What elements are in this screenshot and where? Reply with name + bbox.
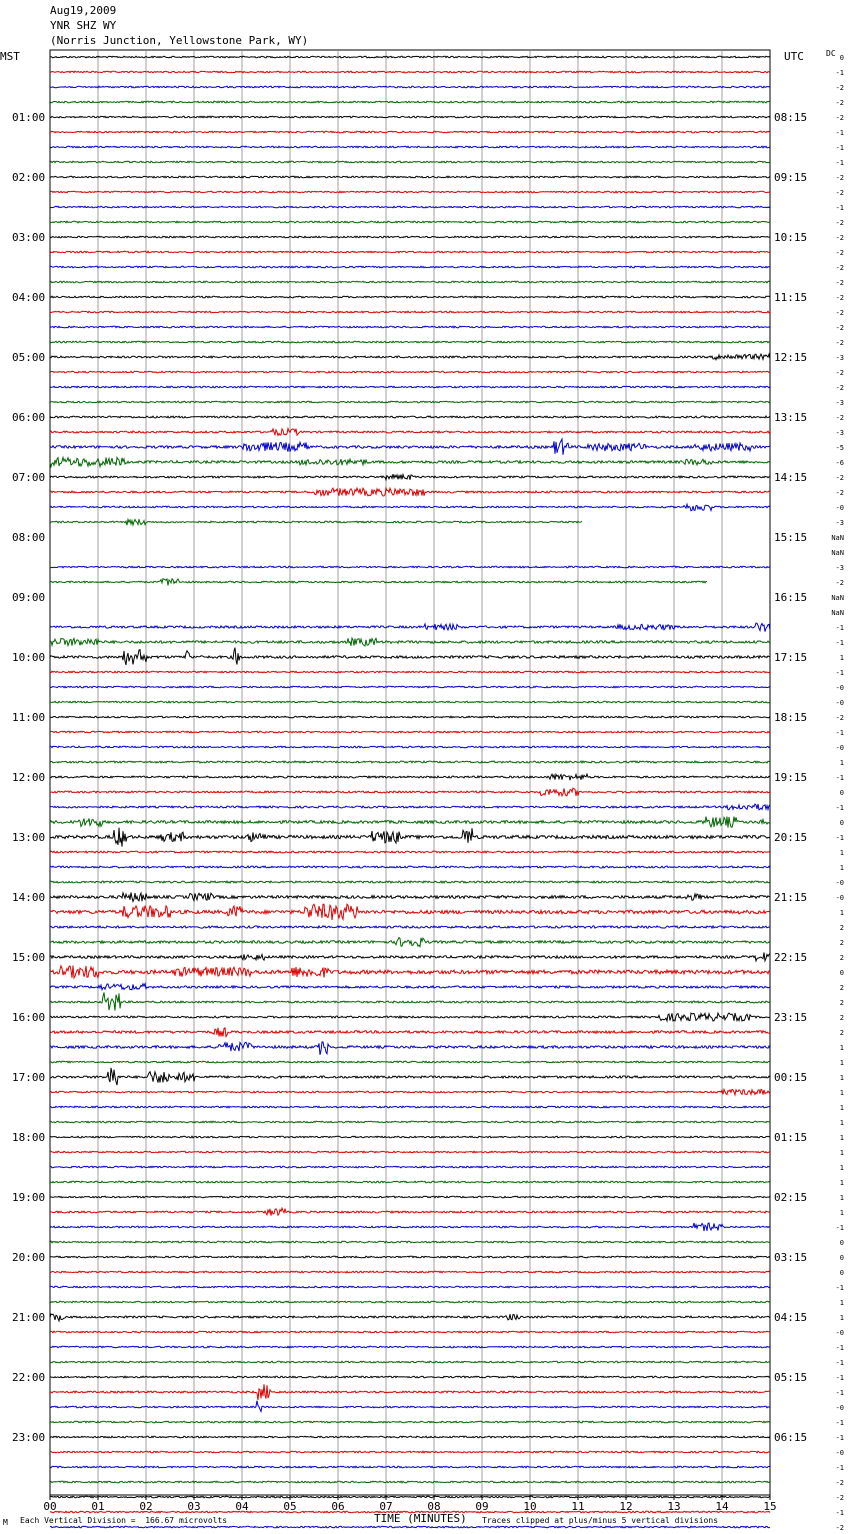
left-hour-label: 23:00 <box>12 1431 46 1444</box>
dc-offset-label: -0 <box>835 744 844 752</box>
dc-offset-label: 2 <box>839 999 844 1007</box>
dc-offset-label: 1 <box>839 1059 844 1067</box>
trace-line <box>50 984 770 990</box>
dc-offset-label: -1 <box>835 144 844 152</box>
dc-offset-label: -1 <box>835 639 844 647</box>
dc-offset-label: 1 <box>839 849 844 857</box>
dc-offset-label: 0 <box>839 789 844 797</box>
dc-offset-label: -1 <box>835 1389 844 1397</box>
right-hour-label: 10:15 <box>774 231 808 244</box>
corner-mark: M <box>3 1518 8 1527</box>
dc-offset-label: -0 <box>835 1329 844 1337</box>
trace-line <box>50 746 770 748</box>
trace-line <box>50 1013 770 1021</box>
trace-line <box>50 191 770 193</box>
trace-line <box>50 1208 770 1216</box>
left-hour-label: 07:00 <box>12 471 46 484</box>
trace-line <box>50 311 770 313</box>
left-hour-label: 09:00 <box>12 591 46 604</box>
trace-line <box>50 1496 770 1498</box>
trace-line <box>50 1314 770 1321</box>
dc-offset-label: -3 <box>835 399 844 407</box>
trace-line <box>50 1136 770 1138</box>
dc-offset-label: -3 <box>835 429 844 437</box>
dc-offset-label: 1 <box>839 654 844 662</box>
dc-offset-label: -1 <box>835 1224 844 1232</box>
trace-line <box>50 146 770 148</box>
dc-offset-label: -2 <box>835 1494 844 1502</box>
dc-offset-label: -2 <box>835 1524 844 1532</box>
x-tick-label: 06 <box>331 1500 345 1513</box>
right-hour-label: 03:15 <box>774 1251 808 1264</box>
left-hour-label: 01:00 <box>12 111 46 124</box>
trace-line <box>50 1466 770 1468</box>
trace-line <box>50 326 770 328</box>
x-tick-label: 15 <box>763 1500 777 1513</box>
right-hour-label: 13:15 <box>774 411 808 424</box>
x-tick-label: 03 <box>187 1500 201 1513</box>
dc-offset-label: 1 <box>839 759 844 767</box>
dc-offset-label: -1 <box>835 1344 844 1352</box>
x-tick-label: 13 <box>667 1500 681 1513</box>
trace-line <box>50 1286 770 1288</box>
clip-note: Traces clipped at plus/minus 5 vertical divisions <box>482 1516 719 1525</box>
trace-line <box>50 1256 770 1258</box>
left-hour-label: 12:00 <box>12 771 46 784</box>
dc-offset-label: NaN <box>831 534 844 542</box>
trace-line <box>50 1526 770 1528</box>
dc-offset-label: -2 <box>835 294 844 302</box>
dc-offset-label: 1 <box>839 1179 844 1187</box>
dc-offset-label: 2 <box>839 1014 844 1022</box>
right-hour-label: 00:15 <box>774 1071 808 1084</box>
dc-offset-label: -0 <box>835 1449 844 1457</box>
dc-offset-label: -2 <box>835 234 844 242</box>
trace-line <box>50 701 770 703</box>
left-hour-label: 20:00 <box>12 1251 46 1264</box>
dc-offset-label: 1 <box>839 1134 844 1142</box>
dc-offset-label: 1 <box>839 1119 844 1127</box>
dc-offset-label: NaN <box>831 549 844 557</box>
trace-line <box>50 828 770 847</box>
dc-offset-label: 2 <box>839 939 844 947</box>
dc-offset-label: -2 <box>835 369 844 377</box>
trace-line <box>50 966 770 978</box>
dc-offset-label: 1 <box>839 1209 844 1217</box>
dc-offset-label: -1 <box>835 1464 844 1472</box>
trace-line <box>50 371 770 373</box>
dc-offset-label: -5 <box>835 444 844 452</box>
dc-offset-label: 2 <box>839 954 844 962</box>
left-hour-label: 03:00 <box>12 231 46 244</box>
trace-line <box>50 788 770 796</box>
trace-line <box>50 386 770 388</box>
dc-offset-label: -0 <box>835 894 844 902</box>
trace-line <box>50 671 770 673</box>
trace-line <box>50 1384 770 1400</box>
dc-offset-label: -2 <box>835 249 844 257</box>
dc-offset-label: 0 <box>839 969 844 977</box>
trace-line <box>50 1151 770 1153</box>
trace-line <box>50 1166 770 1168</box>
left-hour-label: 13:00 <box>12 831 46 844</box>
x-tick-label: 05 <box>283 1500 297 1513</box>
trace-line <box>50 341 770 343</box>
right-hour-label: 17:15 <box>774 651 808 664</box>
dc-offset-label: -0 <box>835 504 844 512</box>
right-hour-label: 20:15 <box>774 831 808 844</box>
dc-offset-label: 0 <box>839 1239 844 1247</box>
dc-offset-label: -2 <box>835 264 844 272</box>
dc-offset-label: -3 <box>835 354 844 362</box>
trace-line <box>50 1068 770 1085</box>
x-tick-label: 14 <box>715 1500 729 1513</box>
dc-offset-label: -2 <box>835 1479 844 1487</box>
trace-line <box>50 354 770 360</box>
trace-line <box>50 101 770 103</box>
dc-offset-label: 1 <box>839 1299 844 1307</box>
left-hour-label: 21:00 <box>12 1311 46 1324</box>
trace-line <box>50 952 770 961</box>
dc-offset-label: -2 <box>835 279 844 287</box>
trace-line <box>50 86 770 88</box>
trace-line <box>50 1271 770 1273</box>
left-hour-label: 17:00 <box>12 1071 46 1084</box>
trace-line <box>50 623 770 632</box>
trace-line <box>50 504 770 511</box>
trace-line <box>50 1346 770 1348</box>
dc-offset-label: -1 <box>835 1419 844 1427</box>
trace-line <box>50 993 770 1011</box>
dc-offset-label: -0 <box>835 879 844 887</box>
dc-offset-label: 2 <box>839 1029 844 1037</box>
trace-line <box>50 116 770 118</box>
trace-line <box>50 236 770 238</box>
dc-offset-label: -1 <box>835 1509 844 1517</box>
trace-line <box>50 488 770 496</box>
trace-line <box>50 296 770 298</box>
right-hour-label: 02:15 <box>774 1191 808 1204</box>
dc-offset-label: -1 <box>835 159 844 167</box>
trace-line <box>50 131 770 133</box>
trace-line <box>50 926 770 928</box>
right-hour-label: 19:15 <box>774 771 808 784</box>
dc-offset-label: 1 <box>839 1164 844 1172</box>
date-label: Aug19,2009 <box>50 4 117 17</box>
x-tick-label: 11 <box>571 1500 585 1513</box>
trace-line <box>50 1061 770 1063</box>
trace-line <box>50 938 770 947</box>
trace-line <box>50 161 770 163</box>
left-hour-label: 06:00 <box>12 411 46 424</box>
trace-line <box>50 648 770 665</box>
dc-offset-label: -1 <box>835 669 844 677</box>
x-tick-label: 09 <box>475 1500 489 1513</box>
left-hour-label: 10:00 <box>12 651 46 664</box>
trace-line <box>50 804 770 810</box>
dc-offset-label: -2 <box>835 324 844 332</box>
trace-line <box>50 566 770 568</box>
dc-offset-label: 0 <box>839 1269 844 1277</box>
trace-line <box>50 893 770 902</box>
trace-line <box>50 716 770 718</box>
dc-offset-label: -2 <box>835 189 844 197</box>
left-hour-label: 11:00 <box>12 711 46 724</box>
dc-offset-label: 1 <box>839 1074 844 1082</box>
dc-offset-label: 2 <box>839 924 844 932</box>
x-tick-label: 07 <box>379 1500 393 1513</box>
x-tick-label: 04 <box>235 1500 249 1513</box>
left-hour-label: 15:00 <box>12 951 46 964</box>
trace-line <box>50 206 770 208</box>
left-hour-label: 08:00 <box>12 531 46 544</box>
trace-line <box>50 281 770 283</box>
x-tick-label: 02 <box>139 1500 153 1513</box>
left-hour-label: 19:00 <box>12 1191 46 1204</box>
right-hour-label: 18:15 <box>774 711 808 724</box>
right-hour-label: 06:15 <box>774 1431 808 1444</box>
right-hour-label: 22:15 <box>774 951 808 964</box>
trace-line <box>50 686 770 688</box>
dc-offset-label: -2 <box>835 84 844 92</box>
left-hour-label: 02:00 <box>12 171 46 184</box>
trace-line <box>50 176 770 178</box>
dc-offset-label: -2 <box>835 114 844 122</box>
trace-line <box>50 881 770 883</box>
dc-offset-label: -0 <box>835 699 844 707</box>
x-axis-title: TIME (MINUTES) <box>374 1512 467 1525</box>
trace-line <box>50 817 770 828</box>
x-tick-label: 00 <box>43 1500 57 1513</box>
left-hour-label: 18:00 <box>12 1131 46 1144</box>
dc-offset-label: 1 <box>839 909 844 917</box>
right-hour-label: 01:15 <box>774 1131 808 1144</box>
dc-offset-label: -2 <box>835 174 844 182</box>
dc-label: DC <box>826 49 836 58</box>
dc-offset-label: 1 <box>839 1149 844 1157</box>
right-hour-label: 04:15 <box>774 1311 808 1324</box>
trace-line <box>50 401 770 403</box>
dc-offset-label: -6 <box>835 459 844 467</box>
right-hour-label: 21:15 <box>774 891 808 904</box>
dc-offset-label: 1 <box>839 1314 844 1322</box>
trace-line <box>50 519 582 525</box>
trace-line <box>50 638 770 646</box>
right-hour-label: 09:15 <box>774 171 808 184</box>
trace-line <box>50 1223 770 1231</box>
dc-offset-label: -2 <box>835 339 844 347</box>
trace-line <box>50 1481 770 1483</box>
trace-line <box>50 71 770 73</box>
right-hour-label: 15:15 <box>774 531 808 544</box>
right-hour-label: 11:15 <box>774 291 808 304</box>
trace-line <box>50 429 770 436</box>
trace-line <box>50 1436 770 1438</box>
dc-offset-label: -1 <box>835 1284 844 1292</box>
dc-offset-label: -3 <box>835 564 844 572</box>
dc-offset-label: 1 <box>839 1194 844 1202</box>
dc-offset-label: -1 <box>835 1374 844 1382</box>
dc-offset-label: -2 <box>835 99 844 107</box>
x-tick-label: 01 <box>91 1500 105 1513</box>
trace-line <box>50 1121 770 1123</box>
trace-line <box>50 56 770 58</box>
scale-note: Each Vertical Division = 166.67 microvolts <box>20 1516 228 1525</box>
x-tick-label: 10 <box>523 1500 537 1513</box>
dc-offset-label: -1 <box>835 834 844 842</box>
dc-offset-label: 1 <box>839 1104 844 1112</box>
trace-line <box>50 731 770 733</box>
dc-offset-label: -2 <box>835 489 844 497</box>
dc-offset-label: 0 <box>839 1254 844 1262</box>
left-hour-label: 16:00 <box>12 1011 46 1024</box>
dc-offset-label: -2 <box>835 219 844 227</box>
dc-offset-label: -1 <box>835 1359 844 1367</box>
dc-offset-label: 0 <box>839 819 844 827</box>
dc-offset-label: -3 <box>835 519 844 527</box>
right-hour-label: 14:15 <box>774 471 808 484</box>
trace-line <box>50 851 770 853</box>
trace-line <box>50 1042 770 1055</box>
dc-offset-label: -1 <box>835 1434 844 1442</box>
trace-line <box>50 761 770 763</box>
trace-line <box>50 221 770 223</box>
dc-offset-label: -2 <box>835 474 844 482</box>
dc-offset-label: 1 <box>839 1089 844 1097</box>
dc-offset-label: -2 <box>835 714 844 722</box>
trace-line <box>50 1301 770 1303</box>
left-hour-label: 22:00 <box>12 1371 46 1384</box>
trace-line <box>50 1421 770 1423</box>
trace-line <box>50 251 770 253</box>
dc-offset-label: 1 <box>839 1044 844 1052</box>
left-hour-label: 14:00 <box>12 891 46 904</box>
left-hour-label: 05:00 <box>12 351 46 364</box>
x-tick-label: 08 <box>427 1500 441 1513</box>
station-label: YNR SHZ WY <box>50 19 117 32</box>
trace-line <box>50 904 770 920</box>
dc-offset-label: -0 <box>835 1404 844 1412</box>
trace-line <box>50 1241 770 1243</box>
trace-line <box>50 1451 770 1453</box>
right-hour-label: 23:15 <box>774 1011 808 1024</box>
dc-offset-label: NaN <box>831 609 844 617</box>
trace-line <box>50 416 770 418</box>
trace-line <box>50 1331 770 1333</box>
location-label: (Norris Junction, Yellowstone Park, WY) <box>50 34 309 47</box>
right-timezone-label: UTC <box>784 50 804 63</box>
dc-offset-label: -0 <box>835 684 844 692</box>
trace-line <box>50 474 770 480</box>
dc-offset-label: -2 <box>835 414 844 422</box>
trace-line <box>50 1106 770 1108</box>
trace-line <box>50 579 707 586</box>
trace-line <box>50 1089 770 1094</box>
dc-offset-label: -2 <box>835 309 844 317</box>
trace-line <box>50 457 770 466</box>
trace-line <box>50 774 770 780</box>
dc-offset-label: -2 <box>835 384 844 392</box>
trace-line <box>50 1028 770 1037</box>
dc-offset-label: 1 <box>839 864 844 872</box>
trace-line <box>50 1401 770 1412</box>
trace-line <box>50 1361 770 1363</box>
dc-offset-label: -1 <box>835 624 844 632</box>
right-hour-label: 16:15 <box>774 591 808 604</box>
dc-offset-label: -2 <box>835 579 844 587</box>
left-timezone-label: MST <box>0 50 20 63</box>
trace-line <box>50 1376 770 1378</box>
dc-offset-label: -1 <box>835 204 844 212</box>
dc-offset-label: 0 <box>839 54 844 62</box>
right-hour-label: 05:15 <box>774 1371 808 1384</box>
trace-line <box>50 266 770 268</box>
dc-offset-label: -1 <box>835 774 844 782</box>
x-tick-label: 12 <box>619 1500 633 1513</box>
trace-line <box>50 439 770 455</box>
dc-offset-label: -1 <box>835 129 844 137</box>
dc-offset-label: NaN <box>831 594 844 602</box>
dc-offset-label: -1 <box>835 804 844 812</box>
trace-line <box>50 1181 770 1183</box>
right-hour-label: 12:15 <box>774 351 808 364</box>
left-hour-label: 04:00 <box>12 291 46 304</box>
dc-offset-label: 2 <box>839 984 844 992</box>
trace-line <box>50 1196 770 1198</box>
dc-offset-label: -1 <box>835 69 844 77</box>
right-hour-label: 08:15 <box>774 111 808 124</box>
trace-line <box>50 866 770 868</box>
dc-offset-label: -1 <box>835 729 844 737</box>
